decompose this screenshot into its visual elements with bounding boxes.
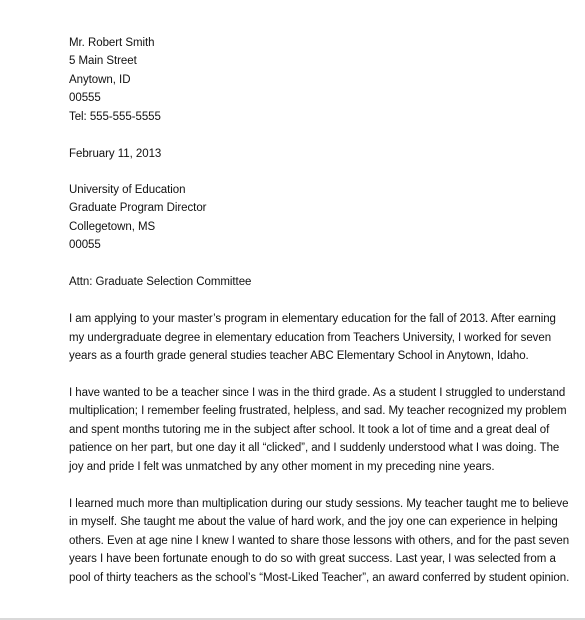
recipient-organization: University of Education (69, 184, 186, 196)
paragraph-2-line-4: patience on her part, but one day it all “clicked”, and I suddenly understood what I was doing. The (69, 442, 560, 454)
recipient-city: Collegetown, MS (69, 221, 156, 233)
paragraph-3-line-3: others. Even at age nine I knew I wanted to share those lessons with others, and for the past seven (69, 535, 570, 547)
paragraph-3-line-5: pool of thirty teachers as the school’s “Most-Liked Teacher”, an award conferred by student opinion. (69, 572, 570, 584)
sender-city: Anytown, ID (69, 74, 131, 86)
paragraph-1-line-2: my undergraduate degree in elementary education from Teachers University, I worked for seven (69, 332, 552, 344)
paragraph-2-line-1: I have wanted to be a teacher since I was in the third grade. As a student I struggled to understand (69, 387, 566, 399)
sender-zip: 00555 (69, 92, 101, 104)
sender-tel: Tel: 555-555-5555 (69, 111, 161, 123)
sender-street: 5 Main Street (69, 55, 137, 67)
paragraph-3-line-1: I learned much more than multiplication during our study sessions. My teacher taught me to believe (69, 498, 569, 510)
paragraph-2-line-2: multiplication; I remember feeling frustrated, helpless, and sad. My teacher recognized my problem (69, 405, 567, 417)
paragraph-3-line-4: years I have been fortunate enough to do so with great success. Last year, I was selected from a (69, 553, 556, 565)
recipient-title: Graduate Program Director (69, 202, 207, 214)
paragraph-1-line-1: I am applying to your master’s program in elementary education for the fall of 2013. After earning (69, 313, 556, 325)
paragraph-2-line-5: joy and pride I felt was unmatched by any other moment in my preceding nine years. (69, 461, 495, 473)
paragraph-3-line-2: in myself. She taught me about the value of hard work, and the joy one can experience in helping (69, 516, 558, 528)
recipient-zip: 00055 (69, 239, 101, 251)
letter-date: February 11, 2013 (69, 148, 162, 160)
sender-name: Mr. Robert Smith (69, 37, 155, 49)
attention-line: Attn: Graduate Selection Committee (69, 276, 252, 288)
paragraph-1-line-3: years as a fourth grade general studies teacher ABC Elementary School in Anytown, Idaho. (69, 350, 529, 362)
paragraph-2-line-3: and spent months tutoring me in the subject after school. It took a lot of time and a great deal of (69, 424, 550, 436)
